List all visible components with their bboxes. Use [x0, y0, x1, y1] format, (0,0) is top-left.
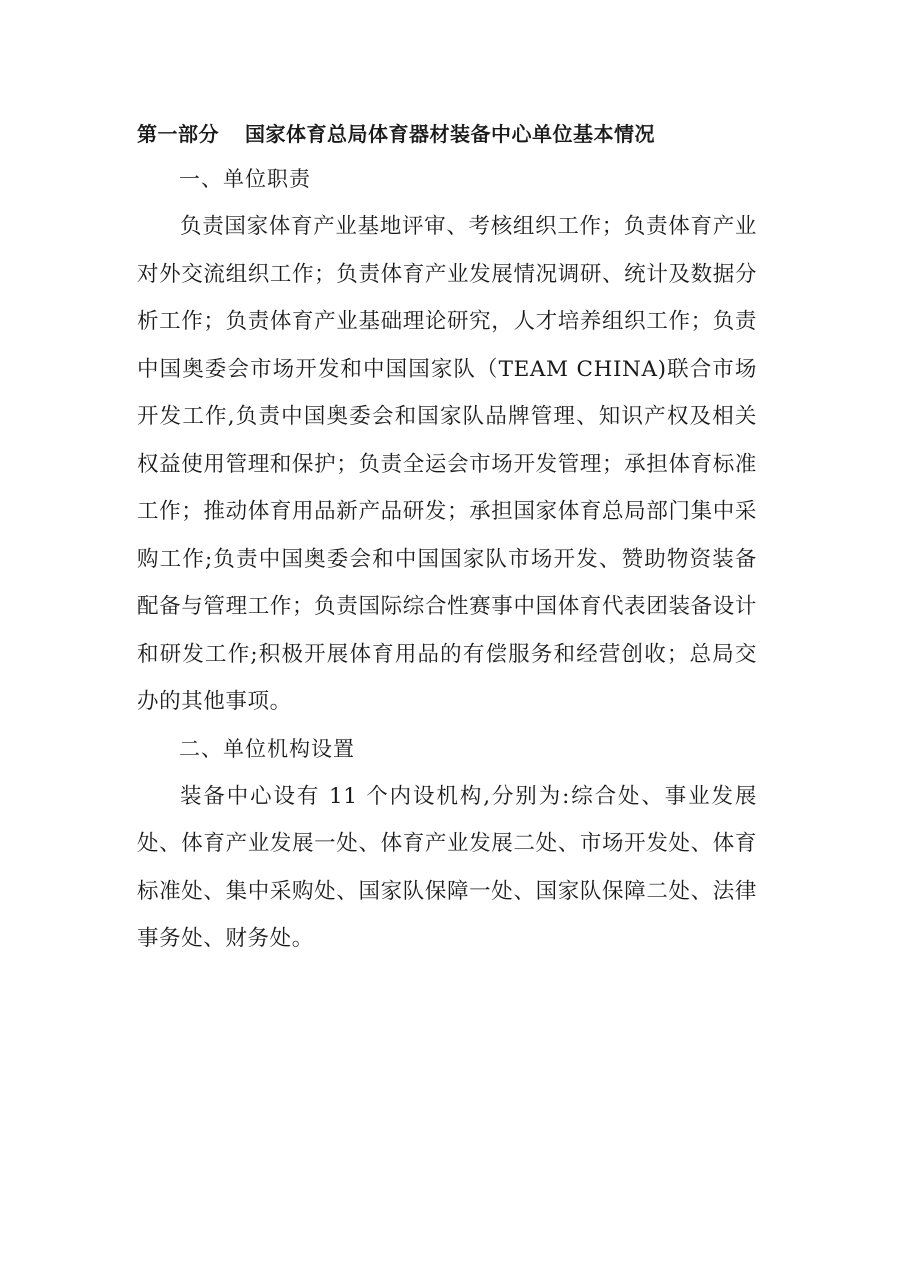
document-content	[137, 112, 757, 963]
part-title-label: 第一部分	[137, 122, 219, 146]
part-title-text: 国家体育总局体育器材装备中心单位基本情况	[245, 122, 655, 146]
section-heading-organization: 二、单位机构设置	[179, 736, 355, 761]
responsibilities-paragraph: 负责国家体育产业基地评审、考核组织工作；负责体育产业对外交流组织工作；负责体育产业发展情况调研、统计及数据分析工作；负责体育产业基础理论研究，人才培养组织工作；负责中国奥委会市场开发和中国国家队（TEAM CHINA)联合市场开发工作,负责中国奥委会和国家队品牌管理、知识产权及相关权益使用管理和保护；负责全运会市场开发管理；承担体育标准工作；推动体育用品新产品研发；承担国家体育总局部门集中采购工作;负责中国奥委会和中国国家队市场开发、赞助物资装备配备与管理工作；负责国际综合性赛事中国体育代表团装备设计和研发工作;积极开展体育用品的有偿服务和经营创收；总局交办的其他事项。	[137, 214, 757, 714]
section-heading-responsibilities: 一、单位职责	[179, 167, 311, 191]
part-title	[137, 112, 757, 156]
organization-paragraph: 装备中心设有 11 个内设机构,分别为:综合处、事业发展处、体育产业发展一处、体育产业发展二处、市场开发处、体育标准处、集中采购处、国家队保障一处、国家队保障二处、法律事务处、财务处。	[137, 783, 757, 951]
